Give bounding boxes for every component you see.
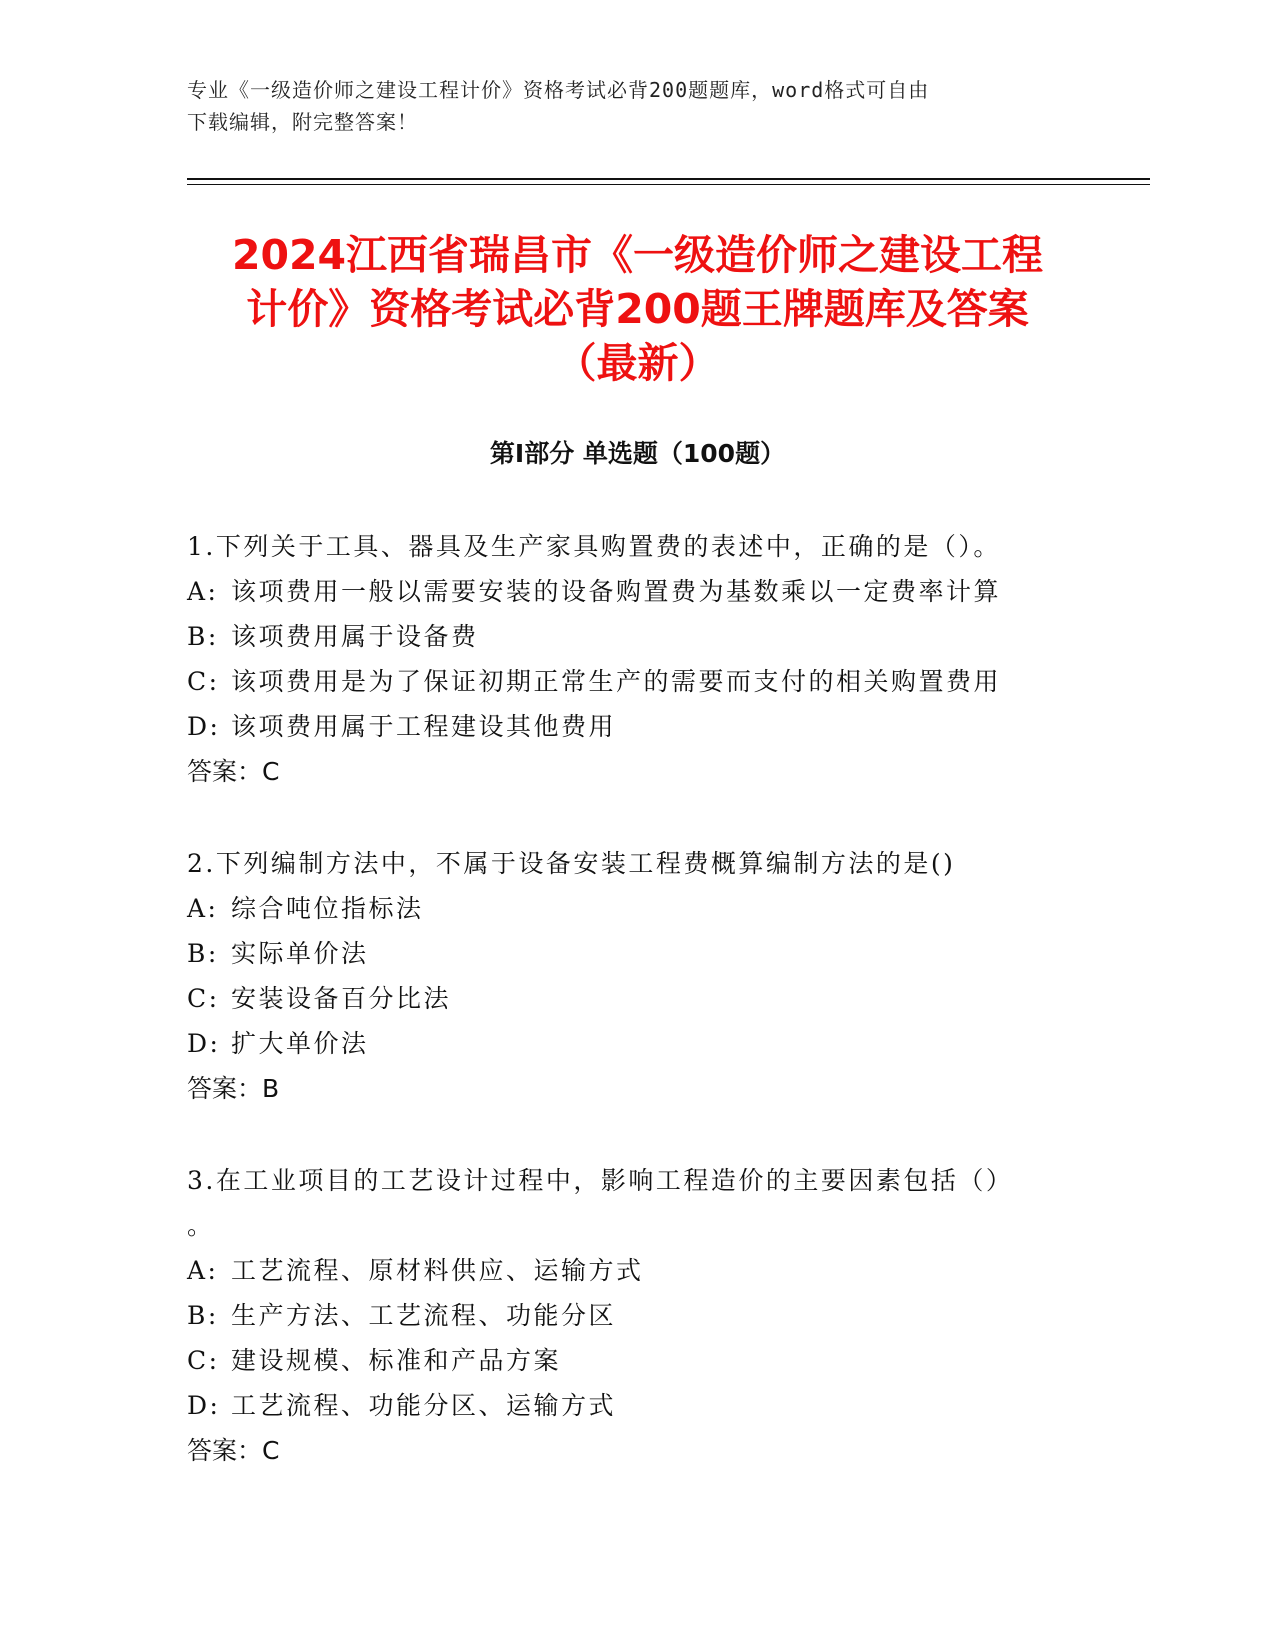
option-text: 生产方法、工艺流程、功能分区 [231, 1301, 617, 1330]
question-stem-continuation: 。 [187, 1211, 215, 1240]
question-list [187, 524, 1087, 1520]
option-b [187, 614, 1087, 659]
option-letter: D: [187, 712, 221, 741]
option-letter: B: [187, 622, 219, 651]
answer: 答案：C [187, 757, 280, 786]
option-text: 建设规模、标准和产品方案 [231, 1346, 562, 1375]
answer: 答案：C [187, 1436, 280, 1465]
option-text: 实际单价法 [231, 939, 369, 968]
question-stem: 3.在工业项目的工艺设计过程中，影响工程造价的主要因素包括（） [187, 1166, 1014, 1195]
option-c [187, 976, 1087, 1021]
option-text: 扩大单价法 [231, 1029, 369, 1058]
question-1 [187, 524, 1087, 794]
question-stem: 1.下列关于工具、器具及生产家具购置费的表述中，正确的是（）。 [187, 532, 1001, 561]
document-title [150, 228, 1125, 390]
header-note-line-2: 下载编辑，附完整答案！ [187, 110, 418, 134]
header-note [187, 74, 1087, 138]
option-letter: D: [187, 1029, 221, 1058]
option-text: 工艺流程、功能分区、运输方式 [231, 1391, 617, 1420]
option-text: 该项费用属于设备费 [231, 622, 479, 651]
option-letter: D: [187, 1391, 221, 1420]
option-text: 工艺流程、原材料供应、运输方式 [231, 1256, 644, 1285]
document-title-line-2: 计价》资格考试必背200题王牌题库及答案 [246, 285, 1029, 333]
option-a [187, 1248, 1087, 1293]
option-letter: B: [187, 1301, 219, 1330]
option-b [187, 931, 1087, 976]
header-note-line-1: 专业《一级造价师之建设工程计价》资格考试必背200题题库，word格式可自由 [187, 78, 930, 102]
option-letter: B: [187, 939, 219, 968]
option-letter: A: [187, 894, 219, 923]
option-letter: A: [187, 577, 219, 606]
question-stem: 2.下列编制方法中，不属于设备安装工程费概算编制方法的是() [187, 849, 956, 878]
option-letter: A: [187, 1256, 219, 1285]
header-divider-thin [187, 184, 1150, 185]
option-c [187, 1338, 1087, 1383]
question-3 [187, 1158, 1087, 1473]
option-d [187, 1383, 1087, 1428]
option-text: 该项费用一般以需要安装的设备购置费为基数乘以一定费率计算 [231, 577, 1002, 606]
option-a [187, 569, 1087, 614]
option-a [187, 886, 1087, 931]
option-c [187, 659, 1087, 704]
document-title-line-3: （最新） [555, 339, 720, 387]
option-text: 该项费用是为了保证初期正常生产的需要而支付的相关购置费用 [231, 667, 1002, 696]
option-text: 综合吨位指标法 [231, 894, 424, 923]
option-letter: C: [187, 667, 220, 696]
option-letter: C: [187, 984, 220, 1013]
option-b [187, 1293, 1087, 1338]
option-text: 安装设备百分比法 [231, 984, 452, 1013]
option-d [187, 1021, 1087, 1066]
document-title-line-1: 2024江西省瑞昌市《一级造价师之建设工程 [231, 231, 1044, 279]
section-title: 第I部分 单选题（100题） [489, 439, 786, 468]
option-letter: C: [187, 1346, 220, 1375]
option-d [187, 704, 1087, 749]
question-2 [187, 841, 1087, 1111]
header-divider-thick [187, 178, 1150, 180]
option-text: 该项费用属于工程建设其他费用 [231, 712, 617, 741]
answer: 答案：B [187, 1074, 280, 1103]
